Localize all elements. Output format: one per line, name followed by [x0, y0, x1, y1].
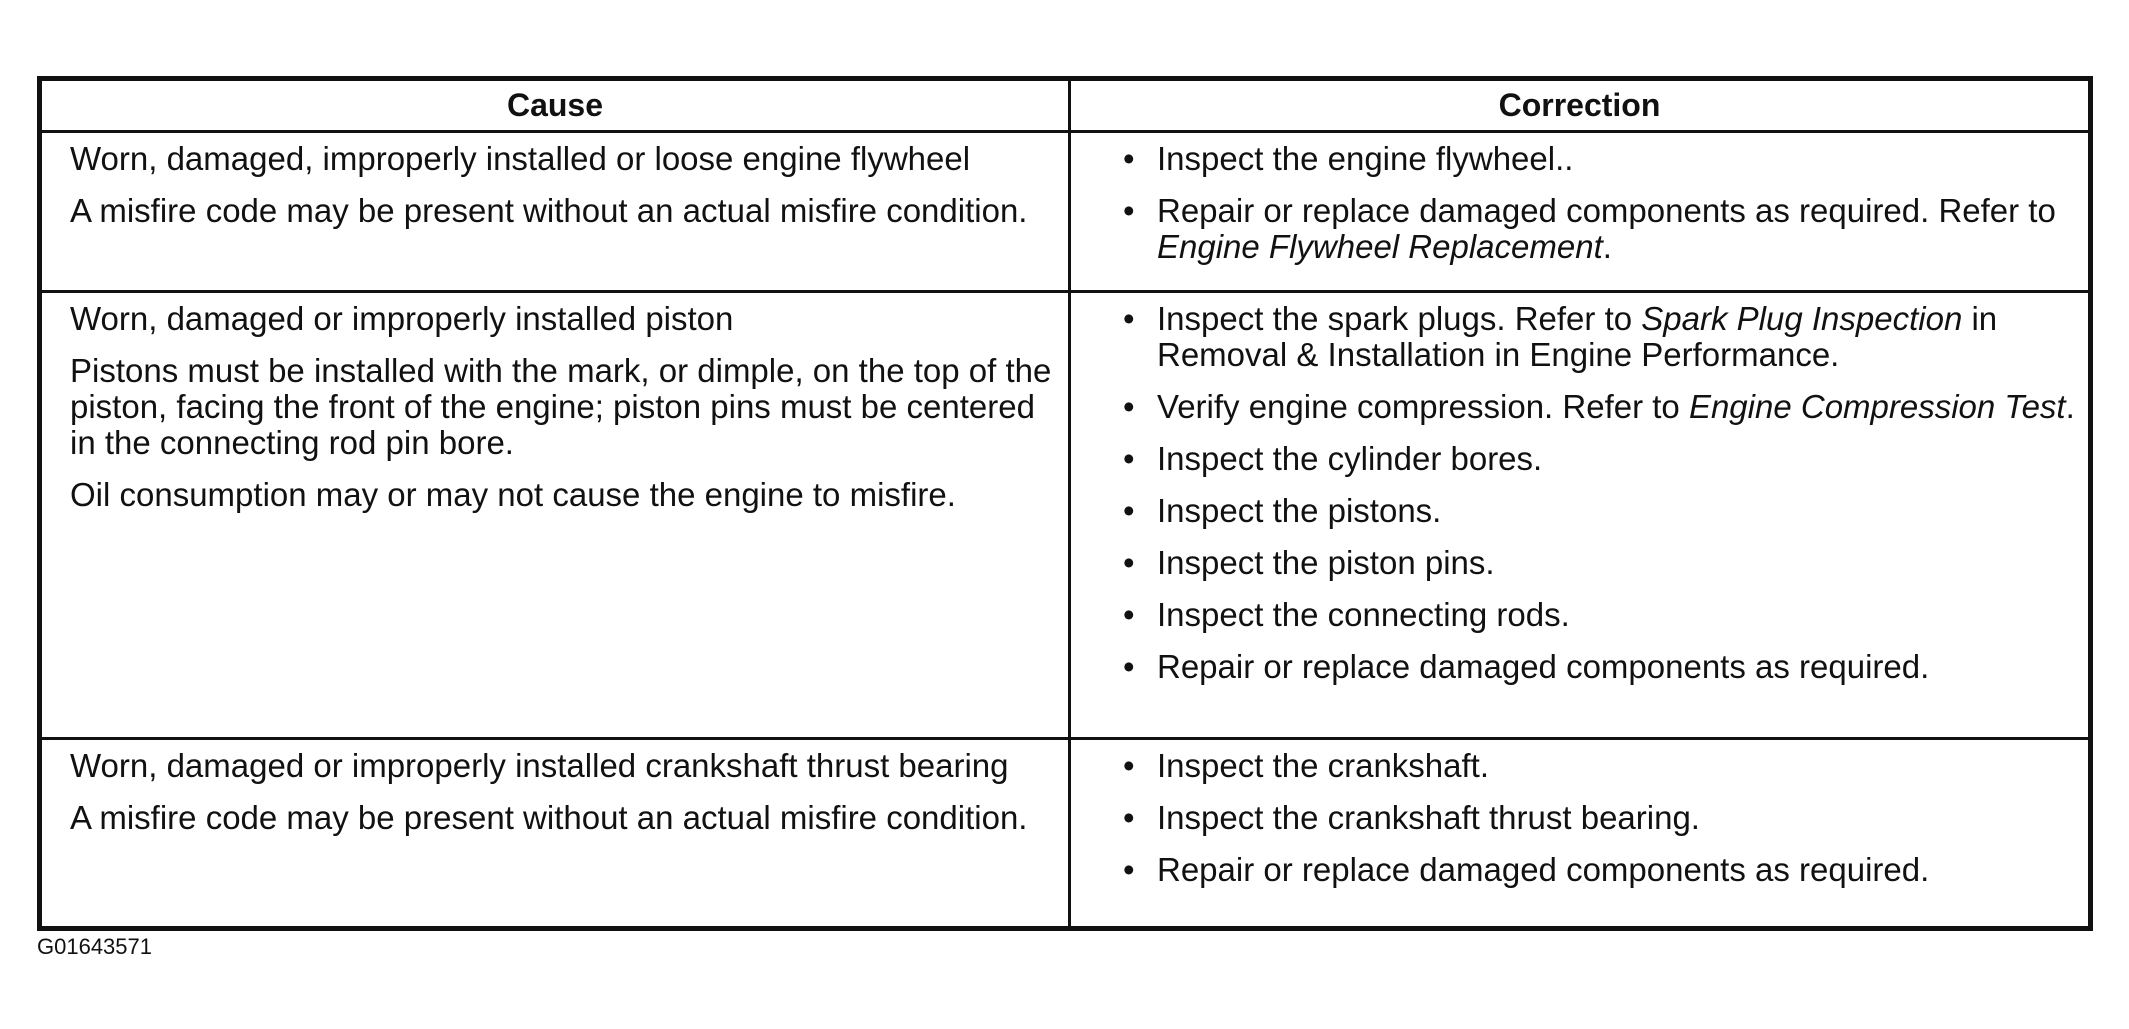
- correction-text: Inspect the connecting rods.: [1157, 596, 1570, 633]
- correction-list: [1071, 141, 2076, 265]
- correction-text-after: .: [1602, 228, 1612, 265]
- diagnostic-table: [37, 76, 2093, 931]
- correction-text: Repair or replace damaged components as required. Refer to: [1157, 192, 2056, 229]
- bullet-icon: •: [1123, 492, 1135, 529]
- table-row: [40, 739, 2091, 929]
- bullet-icon: •: [1123, 544, 1135, 581]
- list-item: [1071, 493, 2076, 529]
- correction-header: Correction: [1070, 79, 2091, 132]
- correction-text: Inspect the pistons.: [1157, 492, 1442, 529]
- bullet-icon: •: [1123, 596, 1135, 633]
- correction-text: Inspect the cylinder bores.: [1157, 440, 1543, 477]
- list-item: [1071, 545, 2076, 581]
- list-item: [1071, 389, 2076, 425]
- correction-text: Inspect the piston pins.: [1157, 544, 1495, 581]
- bullet-icon: •: [1123, 648, 1135, 685]
- correction-text: Verify engine compression. Refer to: [1157, 388, 1689, 425]
- table-row: [40, 292, 2091, 739]
- bullet-icon: •: [1123, 300, 1135, 337]
- table-header-row: [40, 79, 2091, 132]
- bullet-icon: •: [1123, 140, 1135, 177]
- list-item: [1071, 597, 2076, 633]
- correction-text: Inspect the crankshaft thrust bearing.: [1157, 799, 1700, 836]
- cause-text: Worn, damaged or improperly installed crankshaft thrust bearing: [70, 747, 1009, 784]
- correction-cell: [1070, 132, 2091, 292]
- cause-cell: [40, 739, 1070, 929]
- correction-text-after: .: [2065, 388, 2075, 425]
- list-item: [1071, 748, 2076, 784]
- cause-cell: [40, 292, 1070, 739]
- procedure-reference: Engine Flywheel Replacement: [1157, 228, 1603, 265]
- list-item: [1071, 852, 2076, 888]
- list-item: [1071, 800, 2076, 836]
- cause-text: Worn, damaged or improperly installed piston: [70, 300, 734, 337]
- correction-text-after: in Removal & Installation in Engine Performance.: [1157, 300, 1998, 373]
- list-item: [1071, 141, 2076, 177]
- bullet-icon: •: [1123, 747, 1135, 784]
- table-row: [40, 132, 2091, 292]
- procedure-reference: Engine Compression Test: [1688, 388, 2066, 425]
- correction-text: Repair or replace damaged components as required.: [1157, 648, 1930, 685]
- correction-list: [1071, 748, 2076, 888]
- correction-text: Inspect the crankshaft.: [1157, 747, 1490, 784]
- correction-text: Inspect the spark plugs. Refer to: [1157, 300, 1642, 337]
- correction-list: [1071, 301, 2076, 685]
- list-item: [1071, 193, 2076, 265]
- correction-text: Inspect the engine flywheel..: [1157, 140, 1574, 177]
- cause-note: A misfire code may be present without an actual misfire condition.: [70, 192, 1028, 229]
- figure-id: G01643571: [37, 934, 152, 959]
- cause-text: Worn, damaged, improperly installed or loose engine flywheel: [70, 140, 971, 177]
- list-item: [1071, 649, 2076, 685]
- bullet-icon: •: [1123, 851, 1135, 888]
- cause-cell: [40, 132, 1070, 292]
- bullet-icon: •: [1123, 440, 1135, 477]
- bullet-icon: •: [1123, 192, 1135, 229]
- correction-text: Repair or replace damaged components as required.: [1157, 851, 1930, 888]
- bullet-icon: •: [1123, 388, 1135, 425]
- correction-cell: [1070, 739, 2091, 929]
- cause-note: Pistons must be installed with the mark, or dimple, on the top of the piston, facing the front of the engine; piston pins must be centered in the connecting rod pin bore.: [70, 352, 1052, 461]
- cause-note: Oil consumption may or may not cause the engine to misfire.: [70, 476, 956, 513]
- cause-note: A misfire code may be present without an actual misfire condition.: [70, 799, 1028, 836]
- bullet-icon: •: [1123, 799, 1135, 836]
- cause-header: Cause: [40, 79, 1070, 132]
- procedure-reference: Spark Plug Inspection: [1641, 300, 1963, 337]
- list-item: [1071, 441, 2076, 477]
- list-item: [1071, 301, 2076, 373]
- correction-cell: [1070, 292, 2091, 739]
